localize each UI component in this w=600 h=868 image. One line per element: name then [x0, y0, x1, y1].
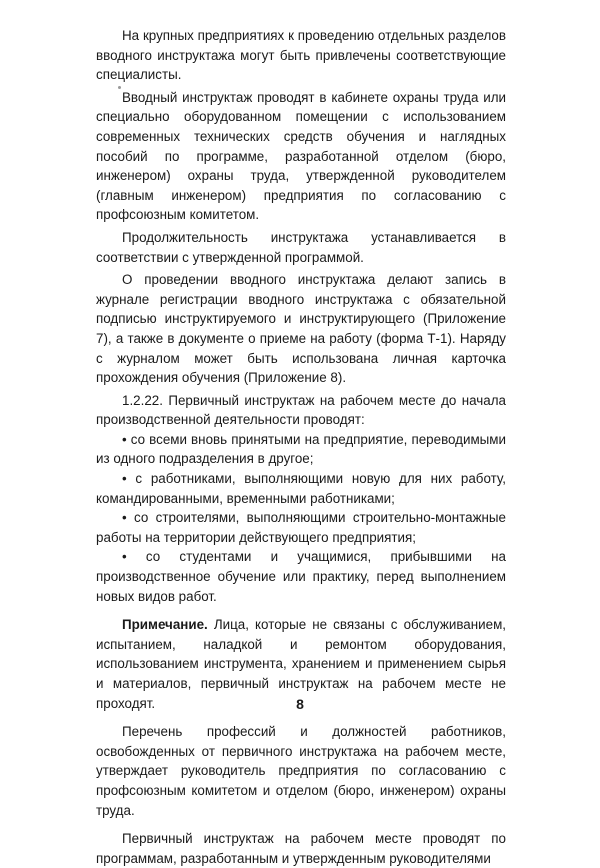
bullet-new-work: • с работниками, выполняющими новую для них работу, командированными, временными работниками; [96, 471, 506, 506]
body-text [96, 26, 506, 868]
paragraph-exempt-list: Перечень профессий и должностей работников, освобожденных от первичного инструктажа на рабочем месте, утверждает руководитель предприятия по согласованию с профсоюзным комитетом и отделом (бюро, инженером) охраны труда. [96, 724, 506, 818]
bullet-builders: • со строителями, выполняющими строительно-монтажные работы на территории действующего предприятия; [96, 510, 506, 545]
paragraph-journal: О проведении вводного инструктажа делают запись в журнале регистрации вводного инструктажа с обязательной подписью инструктируемого и инструктирующего (Приложение 7), а также в документе о приеме на работу (форма Т-1). Наряду с журналом может быть использована личная карточка прохождения обучения (Приложение 8). [96, 272, 506, 386]
note-text: Лица, которые не связаны с обслуживанием, испытанием, наладкой и ремонтом оборудования, использованием инструмента, хранением и применением сырья и материалов, первичный инструктаж на рабочем месте не проходят. [96, 617, 506, 711]
paragraph-duration: Продолжительность инструктажа устанавливается в соответствии с утвержденной программой. [96, 229, 506, 265]
paragraph-specialists: На крупных предприятиях к проведению отдельных разделов вводного инструктажа могут быть привлечены соответствующие специалисты. [96, 28, 506, 83]
paragraph-programs: Первичный инструктаж на рабочем месте проводят по программам, разработанным и утвержденным руководителями [96, 831, 506, 866]
page-number: 8 [296, 696, 304, 712]
paragraph-section-1-2-22: 1.2.22. Первичный инструктаж на рабочем месте до начала производственной деятельности проводят: [96, 392, 506, 428]
note-label: Примечание. [122, 617, 208, 633]
bullet-students: • со студентами и учащимися, прибывшими на производственное обучение или практику, перед выполнением новых видов работ. [96, 549, 506, 604]
bullet-new-hires: • со всеми вновь принятыми на предприятие, переводимыми из одного подразделения в другое; [96, 431, 506, 467]
paragraph-location: Вводный инструктаж проводят в кабинете охраны труда или специально оборудованном помещении с использованием современных технических средств обучения и наглядных пособий по программе, разработанной отделом (бюро, инженером) охраны труда, утвержденной руководителем (главным инженером) предприятия по согласованию с профсоюзным комитетом. [96, 89, 506, 223]
